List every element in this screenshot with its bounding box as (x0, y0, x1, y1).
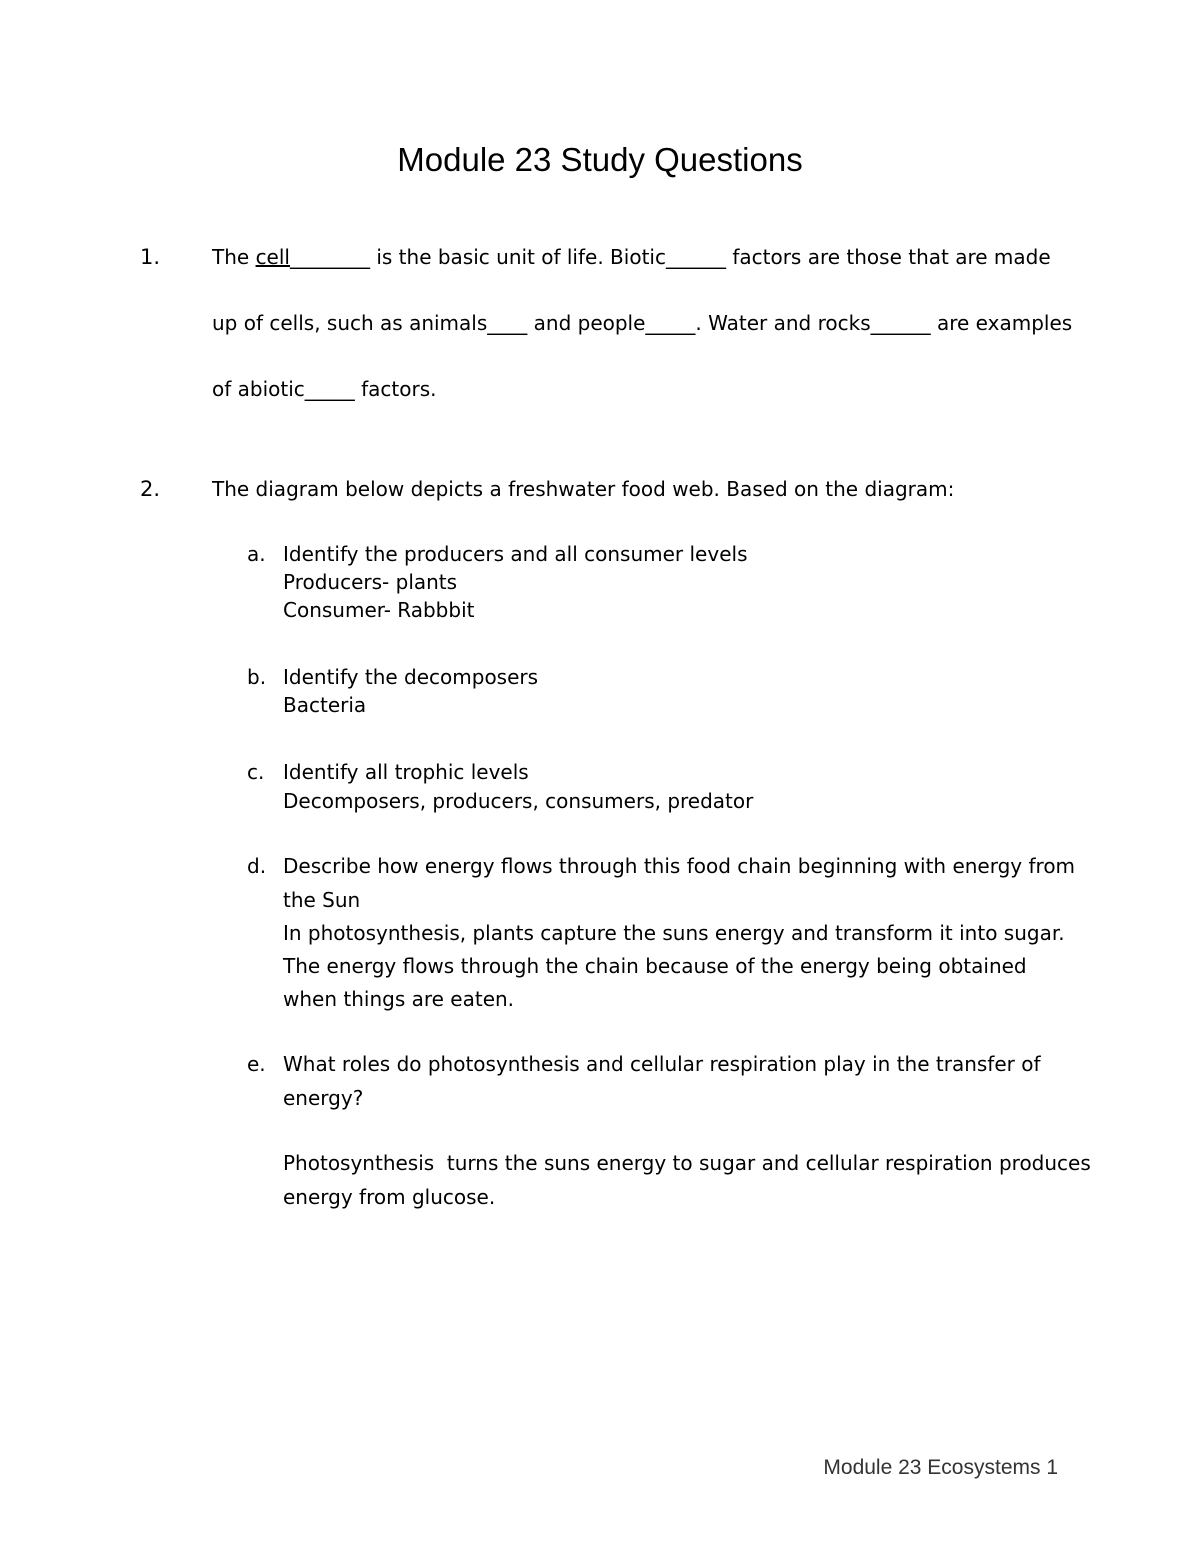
question-1-line-3 (212, 375, 437, 403)
item-c-answer: Decomposers, producers, consumers, predator (283, 789, 754, 813)
text-segment: . Water and rocks (695, 311, 871, 335)
text-segment: of abiotic (212, 377, 305, 401)
item-a-question: Identify the producers and all consumer levels (283, 542, 748, 566)
blank: ________ (289, 245, 370, 269)
question-1-line-2 (212, 309, 1072, 337)
blank: ______ (870, 311, 931, 335)
blank: _____ (304, 377, 355, 401)
question-1-line-1 (212, 243, 1051, 271)
question-2-intro: The diagram below depicts a freshwater food web. Based on the diagram: (212, 477, 955, 501)
item-e-answer: Photosynthesis turns the suns energy to sugar and cellular respiration produces (283, 1151, 1091, 1175)
item-e-answer: energy from glucose. (283, 1185, 496, 1209)
text-segment: is the basic unit of life. Biotic (369, 245, 666, 269)
item-a-label: a. (247, 542, 266, 566)
question-2-number: 2. (140, 477, 161, 501)
item-d-answer: when things are eaten. (283, 987, 515, 1011)
text-segment: are examples (930, 311, 1073, 335)
item-b-question: Identify the decomposers (283, 665, 539, 689)
page-footer: Module 23 Ecosystems 1 (823, 1456, 1058, 1479)
item-e-label: e. (247, 1052, 266, 1076)
blank: ____ (487, 311, 528, 335)
item-e-question: energy? (283, 1086, 364, 1110)
text-segment: The (212, 245, 256, 269)
item-d-question: Describe how energy flows through this food chain beginning with energy from (283, 854, 1076, 878)
text-segment: and people (527, 311, 646, 335)
item-d-question: the Sun (283, 888, 361, 912)
text-segment: up of cells, such as animals (212, 311, 488, 335)
answer-cell: cell (255, 245, 290, 269)
item-d-label: d. (247, 854, 267, 878)
blank: ______ (665, 245, 726, 269)
item-b-label: b. (247, 665, 267, 689)
item-b-answer: Bacteria (283, 693, 367, 717)
text-segment: factors are those that are made (725, 245, 1051, 269)
item-c-label: c. (247, 760, 265, 784)
text-segment: factors. (354, 377, 437, 401)
page-title: Module 23 Study Questions (397, 141, 803, 178)
item-c-question: Identify all trophic levels (283, 760, 529, 784)
question-1-number: 1. (140, 245, 161, 269)
item-d-answer: In photosynthesis, plants capture the suns energy and transform it into sugar. (283, 921, 1065, 945)
item-a-answer: Producers- plants (283, 570, 458, 594)
item-e-question: What roles do photosynthesis and cellular respiration play in the transfer of (283, 1052, 1041, 1076)
item-d-answer: The energy flows through the chain because of the energy being obtained (283, 954, 1027, 978)
item-a-answer: Consumer- Rabbbit (283, 598, 475, 622)
blank: _____ (645, 311, 696, 335)
